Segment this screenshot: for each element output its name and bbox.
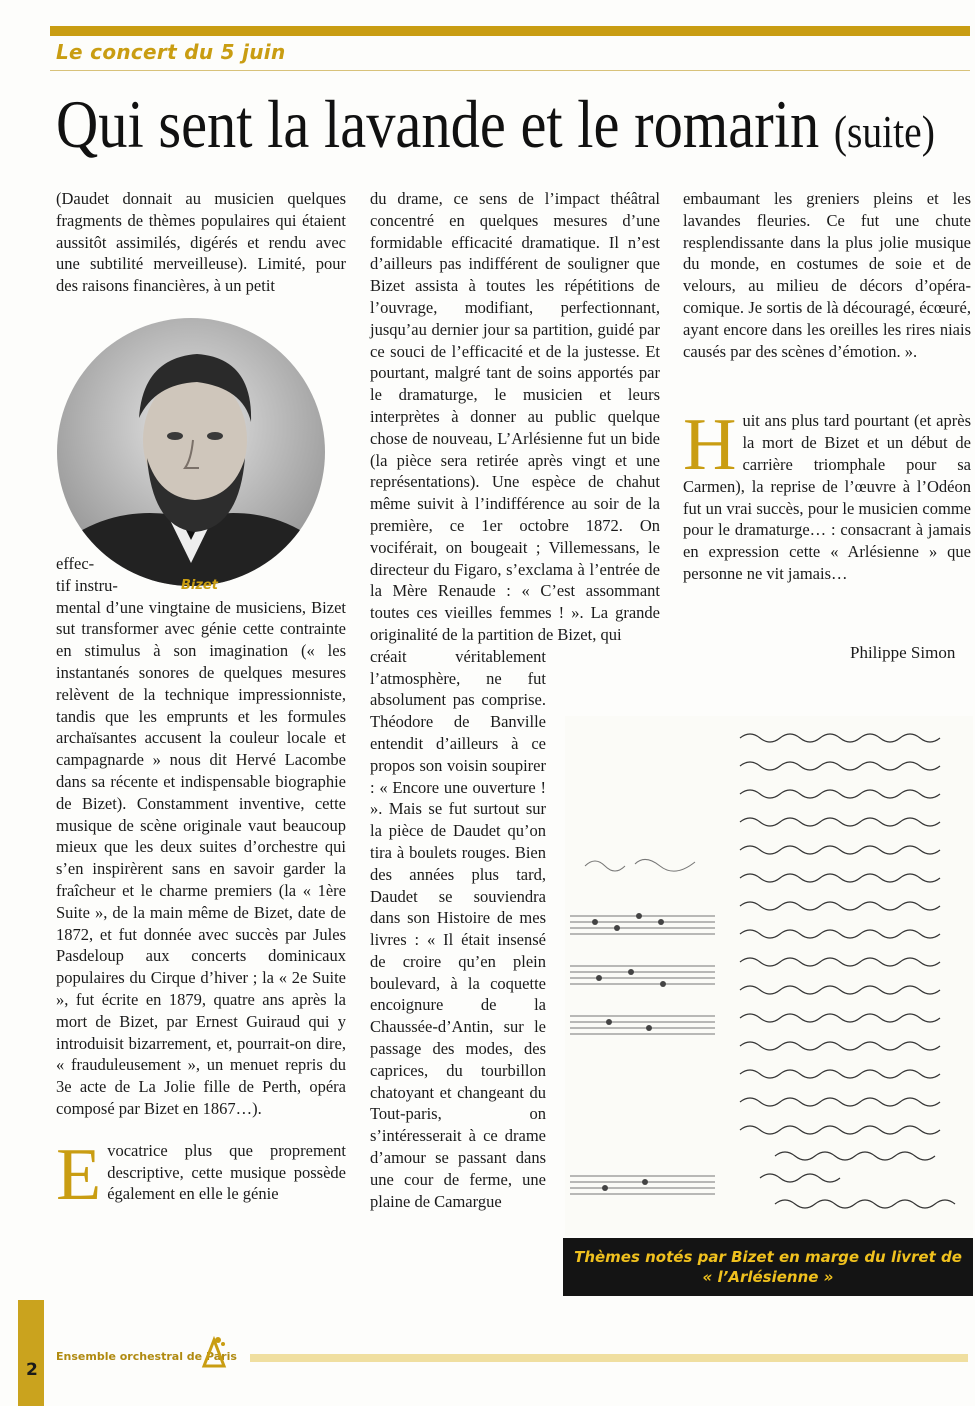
page-tab (18, 1300, 44, 1406)
article-title (56, 82, 935, 174)
section-kicker: Le concert du 5 juin (56, 40, 286, 64)
footer-orchestra-name: Ensemble orchestral de Paris (56, 1350, 237, 1363)
col3-paragraph-2-text: uit ans plus tard pourtant (et après la mort de Bizet et un début de carrière triomphale pour sa Carmen), la reprise de l’œuvre à l’Odéon fut un vrai succès, pour le musicien comme pour le dramaturge… : consacrant à jamais en expression cette « Arlésienne » que personne ne vit jamais… (683, 411, 971, 583)
paragraph-gap (683, 362, 971, 410)
col2-paragraph-1: du drame, ce sens de l’impact théâtral concentré en quelques mesures d’une formidable efficacité dramatique. Il n’est d’ailleurs pas indifférent de souligner que Bizet assista à toutes les répétitions de l’ouvrage, modifiant, perfectionnant, jusqu’au dernier jour sa partition, guidé par ce souci de l’efficacité et de la justesse. Et pourtant, malgré tant de soins apportés par le dramaturge, le musicien et leurs interprètes à donner au public quelque chose de nouveau, L’Arlésienne fut un bide (la pièce sera retirée après vingt et une représentations). Une espèce de chahut même suivit à l’indifférence au soir de la première, ce 1er octobre 1872. On vociférait, on bougeait ; Villemessans, le directeur du Figaro, s’exclama à l’entrée de la Mère Renaude : « C’est assommant toutes ces vieilles femmes ! ». La grande originalité de la partition de Bizet, qui (370, 189, 660, 644)
title-main: Qui sent la lavande et le romarin (56, 86, 834, 162)
header-rule (50, 70, 970, 71)
portrait-image (57, 318, 325, 586)
col1-paragraph-2-text: vocatrice plus que proprement descriptive, cette musique possède également en elle le génie (107, 1140, 346, 1204)
caption-line-1: Thèmes notés par Bizet en marge du livret de (574, 1248, 962, 1266)
col3-paragraph-1: embaumant les greniers pleins et les lavandes fleuries. Ce fut une chute resplendissante dans la plus jolie musique du monde, en costumes de soie et de velours, au milieu de décors d’opéra-comique. Je sortis de là découragé, écœuré, ayant encore dans les oreilles les rires niais causés par des scènes d’émotion. ». (683, 189, 971, 361)
col1-paragraph-2 (56, 1133, 346, 1216)
title-suffix: (suite) (833, 106, 935, 157)
top-accent-bar (50, 26, 970, 36)
caption-line-2: « l’Arlésienne » (702, 1268, 834, 1286)
manuscript-drawing (565, 716, 973, 1236)
dropcap-h: H (683, 404, 737, 487)
orchestra-logo-icon (200, 1334, 228, 1373)
col3-paragraph-2 (683, 404, 971, 584)
manuscript-caption (563, 1238, 973, 1296)
page-number: 2 (26, 1360, 38, 1380)
col1-cont-a: effec- (56, 553, 95, 573)
col1-paragraph-lead: (Daudet donnait au musicien quelques fragments de thèmes populaires qui étaient aussitôt assimilés, digérés et rendu avec une subtilité merveilleuse). Limité, pour des raisons financières, à un petit (56, 189, 346, 296)
col1-paragraph-rest: mental d’une vingtaine de musiciens, Bizet sut transformer avec génie cette contrainte en stimulus à son imagination (« les instantanés sonores de quelques mesures relèvent de la technique impressionniste, tandis que les emprunts et les formules archaïsantes accusent la couleur locale et campagnarde » nous dit Hervé Lacombe dans sa récente et indispensable biographie de Bizet). Constamment inventive, cette musique de scène originale vaut beaucoup mieux que les deux suites d’orchestre qui s’en inspirèrent sans en savoir garder la fraîcheur et le charme premiers (la « 1ère Suite », de la main même de Bizet, date de 1872, et fut donnée avec succès par Jules Pasdeloup aux concerts dominicaux populaires du Cirque d’hiver ; la « 2e Suite », fut écrite en 1879, quatre ans après la mort de Bizet, par Ernest Guiraud qui y introduisit bizarrement, et, pourrait-on dire, « frauduleusement », un menuet repris du 3e acte de La Jolie fille de Perth, opéra composé par Bizet en 1867…). (56, 597, 346, 1118)
footer-rule (250, 1354, 968, 1362)
column-3 (683, 188, 971, 585)
bizet-portrait (57, 318, 325, 586)
portrait-caption: Bizet (181, 578, 218, 593)
col1-cont-b: tif instru- (56, 575, 118, 595)
author-signature: Philippe Simon (850, 643, 956, 662)
manuscript-image (565, 716, 973, 1236)
col2-paragraph-2: créait véritablement l’atmosphère, ne fut absolument pas comprise. Théodore de Banville entendit d’ailleurs à ce propos son voisin soupirer : « Encore une ouverture ! ». Mais se fut surtout sur la pièce de Daudet qu’on tira à boulets rouges. Bien des années plus tard, Daudet se souviendra dans son Histoire de mes livres : « Il était insensé de croire qu’en plein boulevard, à la coquette encoignure de la Chaussée-d’Antin, sur le passage des modes, des caprices, du tourbillon chatoyant et changeant du Tout-paris, on s’intéresserait à ce drame d’amour se passant dans une cour de ferme, une plaine de Camargue (370, 646, 546, 1211)
dropcap-e: E (56, 1133, 102, 1216)
